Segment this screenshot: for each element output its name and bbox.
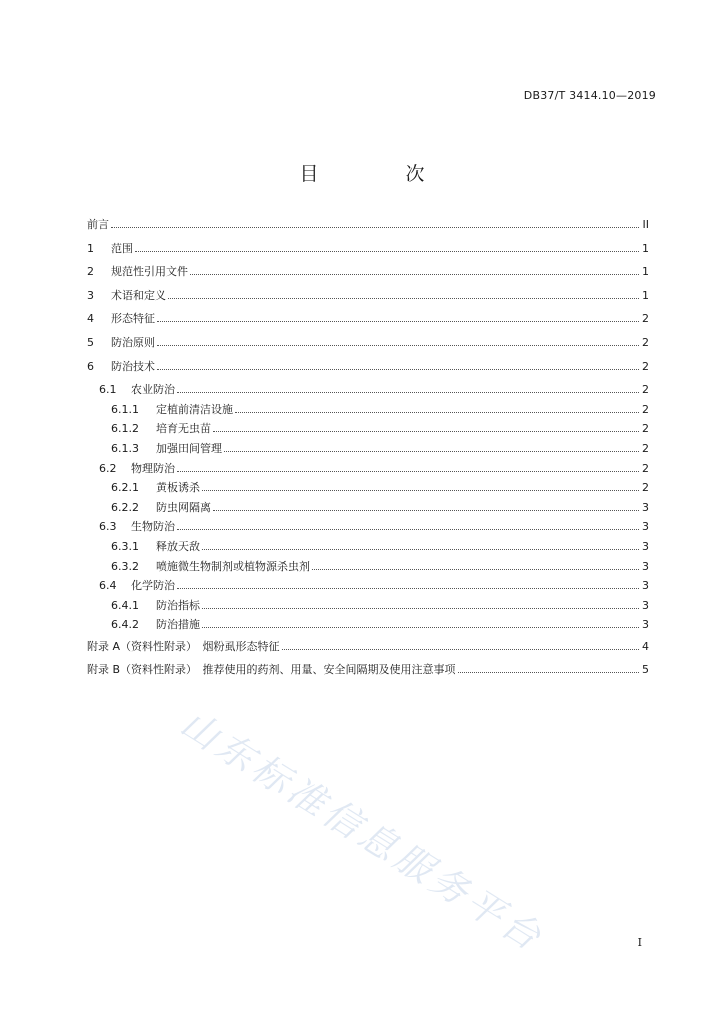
toc-entry-page: 5 xyxy=(642,663,649,677)
dot-leader xyxy=(202,626,639,628)
toc-entry[interactable] xyxy=(87,538,649,558)
dot-leader xyxy=(202,489,639,491)
toc-entry[interactable] xyxy=(87,440,649,460)
toc-entry-number: 6.3.2 xyxy=(111,559,139,573)
toc-entry-label: 防治技术 xyxy=(111,359,155,373)
toc-entry-label: 术语和定义 xyxy=(111,288,166,302)
toc-entry[interactable] xyxy=(87,558,649,578)
toc-entry[interactable] xyxy=(87,577,649,597)
dot-leader xyxy=(213,509,639,511)
toc-entry-label: 化学防治 xyxy=(131,579,175,593)
toc-entry-label: 加强田间管理 xyxy=(156,441,222,455)
toc-entry-label: 定植前清洁设施 xyxy=(156,402,233,416)
dot-leader xyxy=(111,226,639,228)
toc-entry[interactable] xyxy=(87,420,649,440)
dot-leader xyxy=(224,450,639,452)
toc-entry[interactable] xyxy=(87,616,649,636)
dot-leader xyxy=(177,391,639,393)
toc-entry-number: 6.1 xyxy=(99,383,117,397)
toc-entry-page: 2 xyxy=(642,461,649,475)
toc-entry-number: 5 xyxy=(87,335,94,349)
dot-leader xyxy=(157,368,639,370)
toc-entry[interactable] xyxy=(87,263,649,287)
toc-title: 目 次 xyxy=(299,163,459,185)
toc-entry-label: 防虫网隔离 xyxy=(156,500,211,514)
toc-entry-label: 黄板诱杀 xyxy=(156,481,200,495)
toc-entry-label: 防治措施 xyxy=(156,618,200,632)
toc-entry-number: 6 xyxy=(87,359,94,373)
toc-entry-label: 生物防治 xyxy=(131,520,175,534)
toc-entry[interactable] xyxy=(87,638,649,662)
toc-entry-page: 3 xyxy=(642,598,649,612)
toc-entry-number: 6.2.1 xyxy=(111,481,139,495)
toc-entry-number: 6.4.1 xyxy=(111,598,139,612)
dot-leader xyxy=(177,587,639,589)
toc-entry-label: 形态特征 xyxy=(111,312,155,326)
table-of-contents xyxy=(87,216,649,685)
toc-entry-page: 2 xyxy=(642,359,649,373)
toc-entry-label: 防治原则 xyxy=(111,335,155,349)
toc-entry[interactable] xyxy=(87,240,649,264)
toc-entry[interactable] xyxy=(87,518,649,538)
toc-entry-page: 1 xyxy=(642,241,649,255)
toc-entry[interactable] xyxy=(87,216,649,240)
toc-entry[interactable] xyxy=(87,479,649,499)
toc-entry-page: II xyxy=(642,218,649,231)
toc-entry-label: 物理防治 xyxy=(131,461,175,475)
toc-entry[interactable] xyxy=(87,334,649,358)
toc-entry-label: 前言 xyxy=(87,218,109,231)
toc-entry-page: 3 xyxy=(642,520,649,534)
toc-entry[interactable] xyxy=(87,310,649,334)
dot-leader xyxy=(135,250,639,252)
toc-entry-label: 释放天敌 xyxy=(156,539,200,553)
dot-leader xyxy=(312,568,639,570)
dot-leader xyxy=(190,273,639,275)
toc-entry-label: 防治指标 xyxy=(156,598,200,612)
toc-entry-page: 2 xyxy=(642,335,649,349)
toc-entry-number: 6.4.2 xyxy=(111,618,139,632)
toc-entry-number: 6.1.2 xyxy=(111,422,139,436)
toc-entry-label: 附录 A（资料性附录） 烟粉虱形态特征 xyxy=(87,639,280,653)
toc-entry-number: 4 xyxy=(87,312,94,326)
watermark: 山东标准信息服务平台 xyxy=(172,701,552,961)
toc-entry-page: 2 xyxy=(642,481,649,495)
toc-entry-number: 6.2.2 xyxy=(111,500,139,514)
toc-entry[interactable] xyxy=(87,401,649,421)
toc-entry-label: 喷施微生物制剂或植物源杀虫剂 xyxy=(156,559,310,573)
toc-entry-number: 3 xyxy=(87,288,94,302)
toc-entry-page: 3 xyxy=(642,500,649,514)
toc-entry-number: 6.1.3 xyxy=(111,441,139,455)
toc-entry-number: 6.3.1 xyxy=(111,539,139,553)
toc-entry-label: 农业防治 xyxy=(131,383,175,397)
toc-entry-page: 3 xyxy=(642,539,649,553)
toc-entry-number: 6.4 xyxy=(99,579,117,593)
toc-entry-page: 2 xyxy=(642,312,649,326)
dot-leader xyxy=(157,320,639,322)
toc-entry-label: 附录 B（资料性附录） 推荐使用的药剂、用量、安全间隔期及使用注意事项 xyxy=(87,663,456,677)
dot-leader xyxy=(235,411,639,413)
toc-entry[interactable] xyxy=(87,381,649,401)
page-number: I xyxy=(637,936,642,949)
toc-entry-page: 3 xyxy=(642,618,649,632)
dot-leader xyxy=(177,528,639,530)
toc-entry-page: 2 xyxy=(642,402,649,416)
dot-leader xyxy=(157,344,639,346)
dot-leader xyxy=(458,671,639,673)
toc-entry-page: 2 xyxy=(642,422,649,436)
toc-entry-number: 2 xyxy=(87,265,94,279)
toc-entry[interactable] xyxy=(87,460,649,480)
dot-leader xyxy=(202,548,639,550)
toc-entry-page: 4 xyxy=(642,639,649,653)
toc-entry[interactable] xyxy=(87,597,649,617)
toc-entry-page: 1 xyxy=(642,288,649,302)
toc-entry-page: 2 xyxy=(642,441,649,455)
toc-entry[interactable] xyxy=(87,499,649,519)
toc-entry-number: 6.1.1 xyxy=(111,402,139,416)
dot-leader xyxy=(202,607,639,609)
dot-leader xyxy=(168,297,639,299)
toc-entry-label: 范围 xyxy=(111,241,133,255)
dot-leader xyxy=(282,648,639,650)
toc-entry-label: 规范性引用文件 xyxy=(111,265,188,279)
dot-leader xyxy=(213,430,639,432)
toc-entry-label: 培育无虫苗 xyxy=(156,422,211,436)
toc-entry[interactable] xyxy=(87,358,649,382)
toc-entry-number: 1 xyxy=(87,241,94,255)
toc-entry-page: 1 xyxy=(642,265,649,279)
dot-leader xyxy=(177,470,639,472)
toc-entry-page: 2 xyxy=(642,383,649,397)
toc-entry-number: 6.2 xyxy=(99,461,117,475)
toc-entry-number: 6.3 xyxy=(99,520,117,534)
toc-entry[interactable] xyxy=(87,661,649,685)
toc-entry[interactable] xyxy=(87,287,649,311)
toc-entry-page: 3 xyxy=(642,579,649,593)
toc-entry-page: 3 xyxy=(642,559,649,573)
document-code: DB37/T 3414.10—2019 xyxy=(523,89,656,102)
